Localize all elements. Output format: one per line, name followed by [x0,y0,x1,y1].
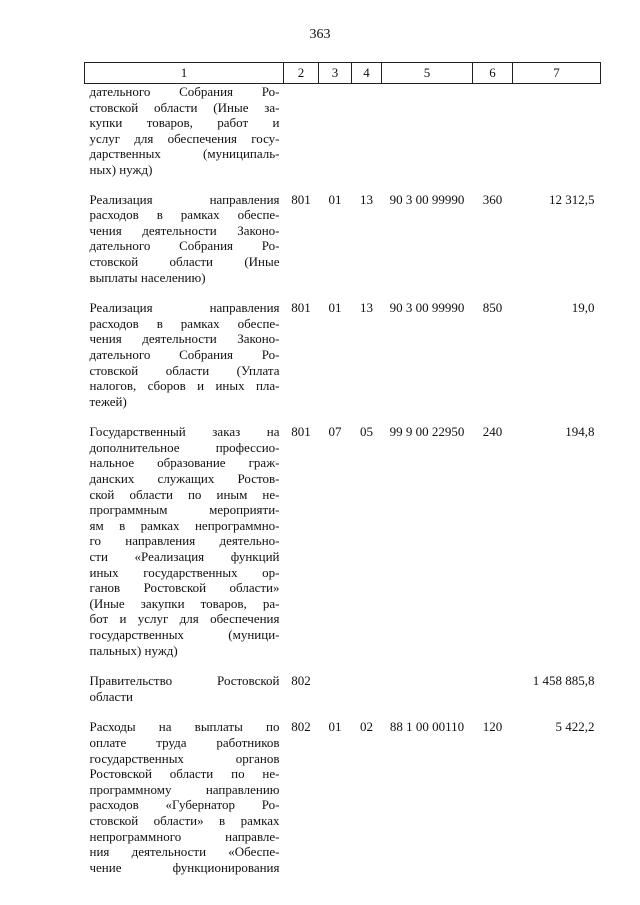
ministry-code-cell: 802 [291,719,311,735]
budget-table [84,62,601,875]
row-description [85,300,284,424]
description-line: ния деятельности «Обеспе- [89,844,280,860]
description-line: Ростовской области по не- [89,766,280,782]
expense-type-cell: 240 [482,424,503,440]
description-line: го направления деятельно- [89,533,280,549]
description-line: стовской области (Уплата [89,362,280,378]
description-line: чения деятельности Законо- [89,222,280,238]
description-line: программному направлению [89,781,280,797]
target-article-cell: 88 1 00 00110 [389,719,465,735]
description-line: чения деятельности Законо- [89,331,280,347]
ministry-code-cell: 801 [291,300,311,316]
row-description [85,673,284,719]
description-line: пальных) нужд) [89,642,178,658]
amount-cell: 5 422,2 [555,719,595,735]
description-line: программным мероприяти- [89,502,280,518]
description-line: государственных (муници- [89,627,280,642]
amount-cell: 19,0 [571,300,595,316]
description-line: оплате труда работников [89,734,280,750]
ministry-code-cell: 801 [291,191,311,207]
description-line: Расходы на выплаты по [89,719,280,735]
description-line: Правительство Ростовской [89,673,280,689]
description-line: дательного Собрания Ро- [89,84,280,99]
expense-type-cell: 360 [482,191,503,207]
row-description [85,424,284,673]
ministry-code-cell: 801 [291,424,311,440]
column-header-2: 2 [284,63,319,84]
description-line: услуг для обеспечения госу- [89,130,280,146]
column-header-6: 6 [473,63,513,84]
description-line: расходов в рамках обеспе- [89,207,280,223]
description-line: выплаты населению) [89,269,206,285]
target-article-cell: 90 3 00 99990 [389,191,465,207]
description-line: расходов «Губернатор Ро- [89,797,280,813]
description-line: непрограммного направле- [89,828,280,844]
section-code-cell: 07 [328,424,342,440]
column-header-5: 5 [382,63,473,84]
expense-type-cell [473,673,513,719]
target-article-cell [382,673,473,719]
description-line: ям в рамках непрограммно- [89,517,280,533]
column-header-4: 4 [352,63,382,84]
description-line: иных государственных ор- [89,564,280,580]
description-line: государственных органов [89,750,280,766]
subsection-code-cell: 05 [360,424,373,440]
table-row [85,192,601,301]
table-row [85,424,601,673]
description-line: стовской области (Иные за- [89,99,280,115]
table-header-row [85,63,601,84]
amount-cell: 194,8 [565,424,595,440]
description-line: дополнительное профессио- [89,439,280,455]
column-header-3: 3 [319,63,352,84]
description-line: купки товаров, работ и [89,115,280,131]
section-code-cell [319,673,352,719]
description-line: области [89,688,133,704]
description-line: Реализация направления [89,191,280,207]
page-number: 363 [309,27,331,42]
subsection-code-cell: 13 [360,300,373,316]
row-description [85,84,284,192]
description-line: стовской области (Иные [89,253,280,269]
description-line: ской области по иным не- [89,486,280,502]
description-line: дательного Собрания Ро- [89,346,280,362]
description-line: стовской области» в рамках [89,812,280,828]
section-code-cell: 01 [328,300,342,316]
subsection-code-cell [352,673,382,719]
row-description [85,192,284,301]
column-header-1: 1 [85,63,284,84]
expense-type-cell: 120 [482,719,503,735]
section-code-cell [319,84,352,192]
ministry-code-cell: 802 [291,673,311,689]
ministry-code-cell [284,84,319,192]
table-row [85,84,601,192]
expense-type-cell: 850 [482,300,503,316]
subsection-code-cell [352,84,382,192]
description-line: сти «Реализация функций [89,549,280,565]
column-header-7: 7 [513,63,601,84]
description-line: расходов в рамках обеспе- [89,315,280,331]
table-body [85,84,601,876]
row-description [85,719,284,875]
section-code-cell: 01 [328,719,342,735]
target-article-cell [382,84,473,192]
amount-cell: 1 458 885,8 [532,673,595,689]
description-line: ных) нужд) [89,161,153,177]
description-line: (Иные закупки товаров, ра- [89,595,280,611]
subsection-code-cell: 13 [360,191,373,207]
target-article-cell: 90 3 00 99990 [389,300,465,316]
description-line: тежей) [89,393,127,409]
description-line: Государственный заказ на [89,424,280,440]
section-code-cell: 01 [328,191,342,207]
description-line: налогов, сборов и иных пла- [89,378,280,394]
target-article-cell: 99 9 00 22950 [389,424,465,440]
description-line: бот и услуг для обеспечения [89,611,280,627]
description-line: дательного Собрания Ро- [89,238,280,254]
description-line: Реализация направления [89,300,280,316]
description-line: нальное образование граж- [89,455,280,471]
description-line: чение функционирования [89,859,280,875]
expense-type-cell [473,84,513,192]
description-line: данских служащих Ростов- [89,471,280,487]
amount-cell: 12 312,5 [549,191,595,207]
amount-cell [513,84,601,192]
table-row [85,673,601,719]
table-row [85,300,601,424]
description-line: ганов Ростовской области» [89,580,280,596]
subsection-code-cell: 02 [360,719,373,735]
description-line: дарственных (муниципаль- [89,146,280,162]
table-row [85,719,601,875]
